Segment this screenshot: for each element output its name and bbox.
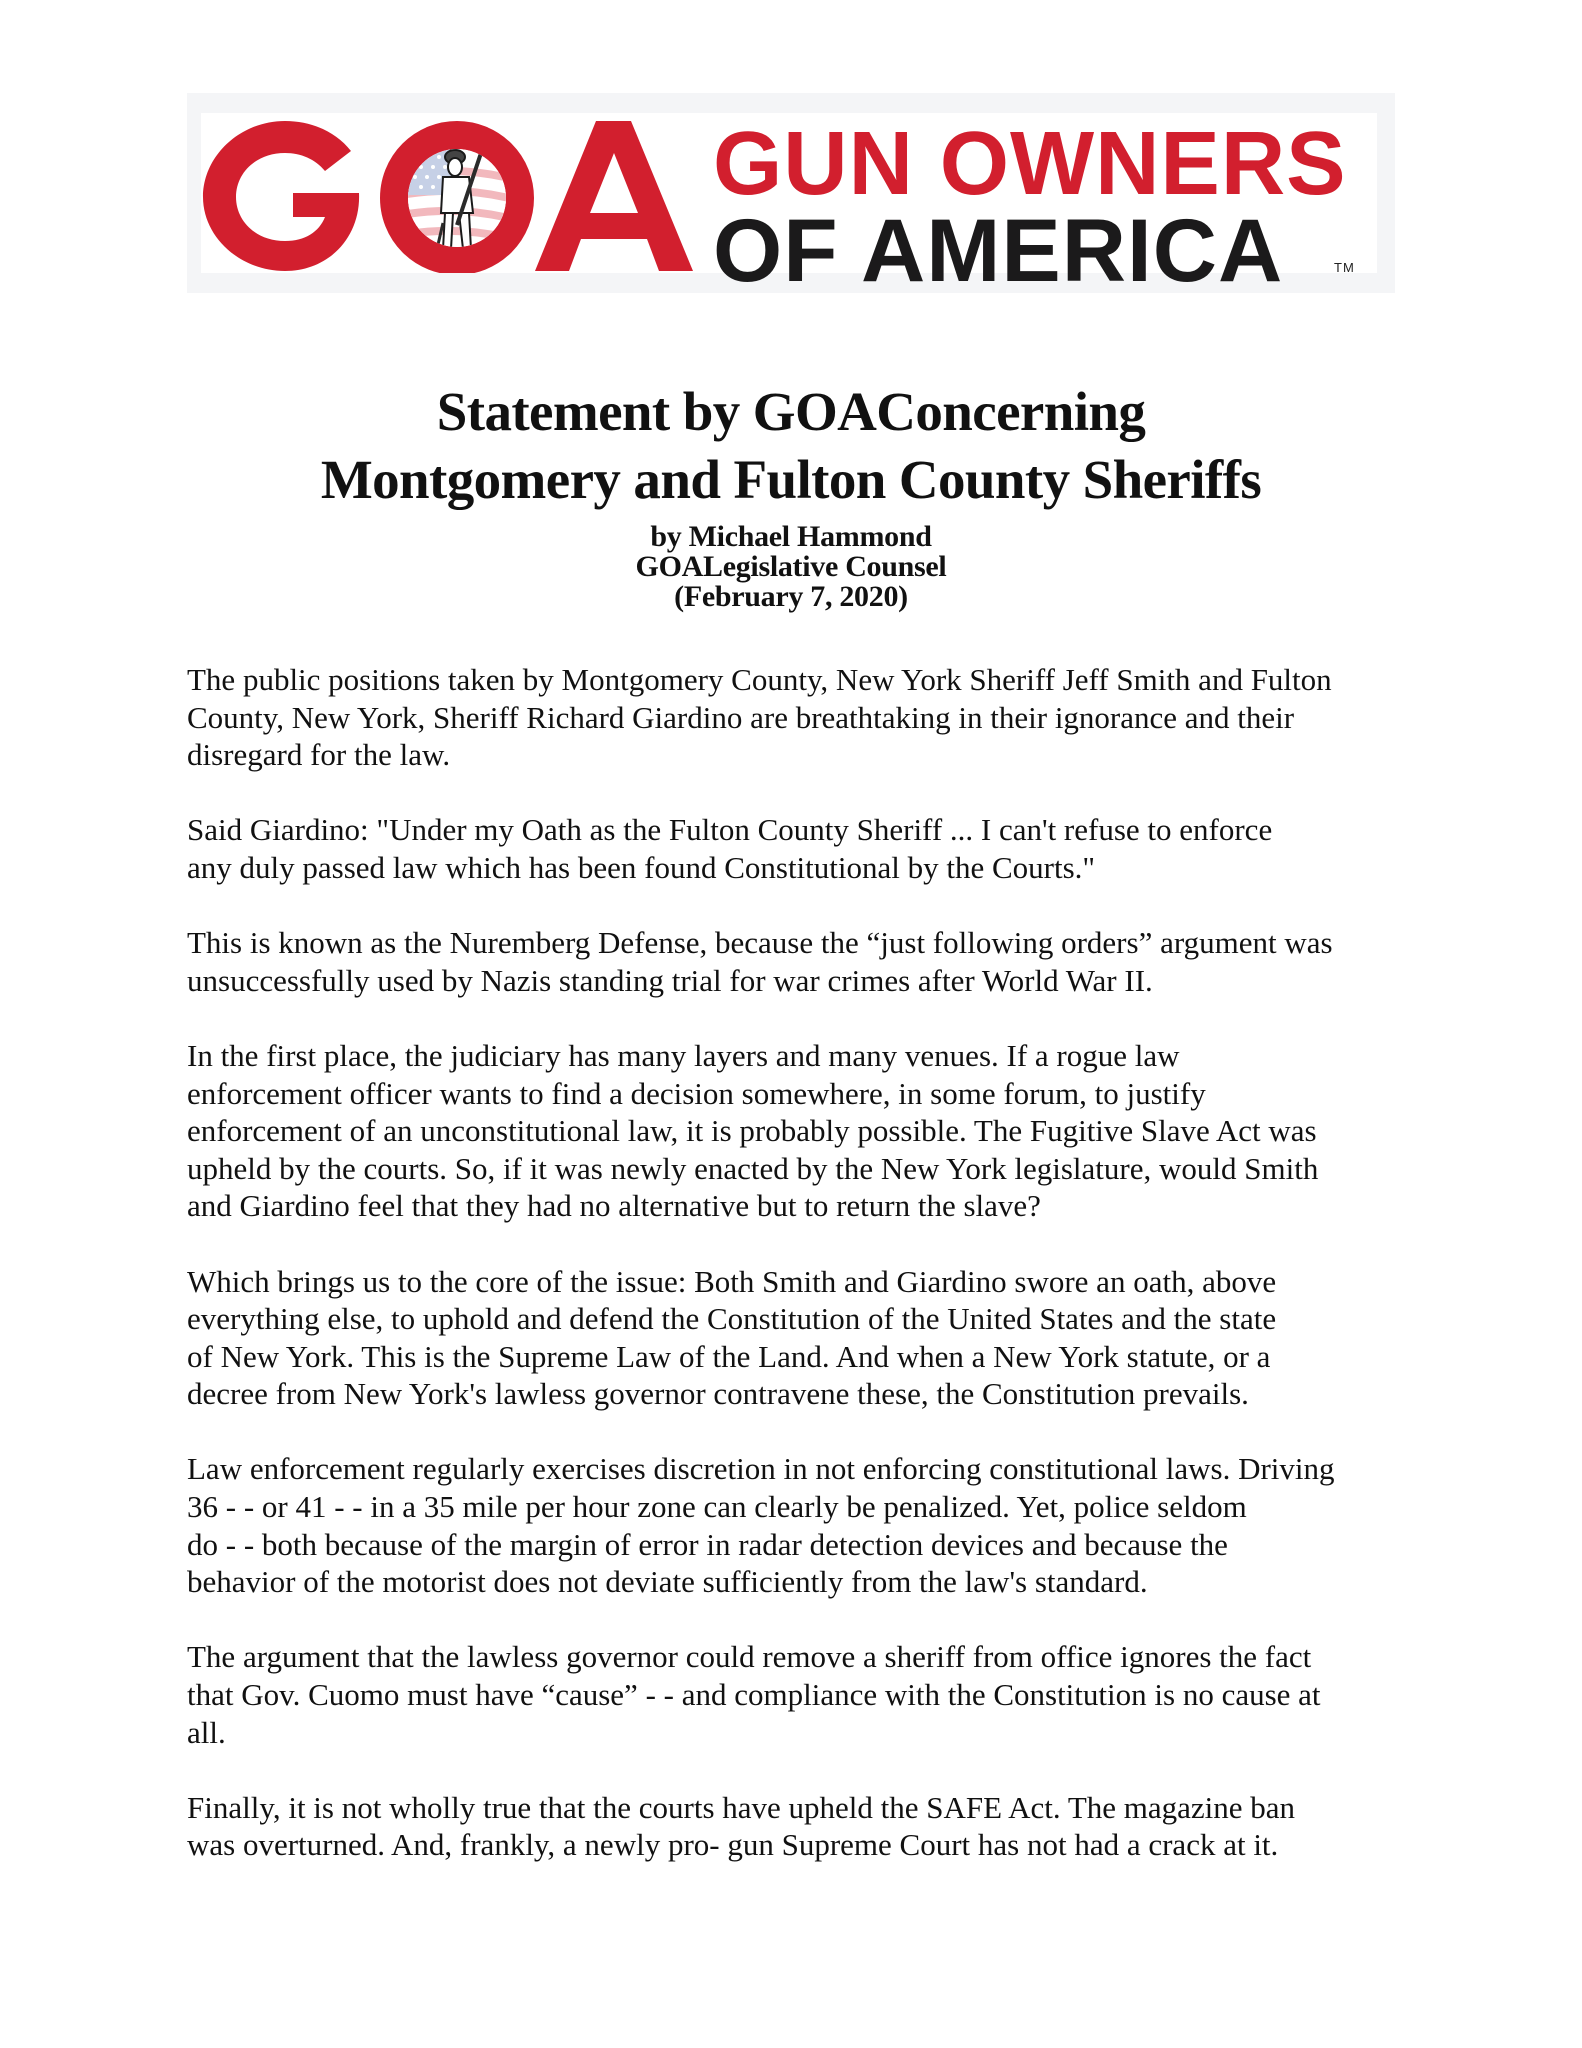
paragraph-line: 36 - - or 41 - - in a 35 mile per hour zone can clearly be penalized. Yet, police seldom (187, 1489, 1247, 1525)
paragraph-line: Said Giardino: "Under my Oath as the Fulton County Sheriff ... I can't refuse to enforce (187, 812, 1273, 848)
paragraph-line: Law enforcement regularly exercises discretion in not enforcing constitutional laws. Driving (187, 1451, 1335, 1487)
paragraph (187, 1638, 1417, 1751)
goa-monogram-icon (201, 113, 701, 273)
paragraph (187, 1450, 1417, 1600)
paragraph (187, 1263, 1417, 1413)
paragraph-line: Which brings us to the core of the issue: Both Smith and Giardino swore an oath, above (187, 1263, 1277, 1299)
paragraph-line: that Gov. Cuomo must have “cause” - - and compliance with the Constitution is no cause at (187, 1677, 1321, 1713)
goa-letter-a (535, 121, 693, 271)
page-title-line-2: Montgomery and Fulton County Sheriffs (320, 449, 1262, 510)
paragraph-line: In the first place, the judiciary has many layers and many venues. If a rogue law (187, 1037, 1180, 1073)
goa-logo (201, 113, 1377, 300)
paragraph-line: unsuccessfully used by Nazis standing trial for war crimes after World War II. (187, 962, 1153, 998)
logo-text-gun-owners: GUN OWNERS (713, 114, 1347, 214)
byline-date: (February 7, 2020) (674, 580, 908, 613)
paragraph-line: County, New York, Sheriff Richard Giardino are breathtaking in their ignorance and their (187, 699, 1295, 735)
trademark-symbol: TM (1334, 260, 1355, 275)
paragraph (187, 1037, 1417, 1225)
paragraph-line: enforcement officer wants to find a decision somewhere, in some forum, to justify (187, 1075, 1206, 1111)
byline-role: GOALegislative Counsel (635, 550, 947, 583)
paragraph-line: do - - both because of the margin of error in radar detection devices and because the (187, 1526, 1228, 1562)
paragraph-line: of New York. This is the Supreme Law of the Land. And when a New York statute, or a (187, 1338, 1271, 1374)
article-body (187, 661, 1417, 1902)
paragraph (187, 811, 1417, 886)
paragraph-line: The public positions taken by Montgomery County, New York Sheriff Jeff Smith and Fulton (187, 662, 1332, 697)
paragraph-line: upheld by the courts. So, if it was newly enacted by the New York legislature, would Smith (187, 1150, 1319, 1186)
paragraph-line: everything else, to uphold and defend the Constitution of the United States and the state (187, 1301, 1277, 1337)
paragraph-line: Finally, it is not wholly true that the courts have upheld the SAFE Act. The magazine ban (187, 1789, 1296, 1825)
paragraph-line: The argument that the lawless governor could remove a sheriff from office ignores the fact (187, 1639, 1312, 1675)
goa-logo-banner (187, 93, 1395, 300)
paragraph-line: disregard for the law. (187, 737, 451, 773)
paragraph-line: enforcement of an unconstitutional law, it is probably possible. The Fugitive Slave Act was (187, 1113, 1317, 1149)
paragraph (187, 924, 1417, 999)
paragraph (187, 661, 1417, 774)
paragraph-line: and Giardino feel that they had no alternative but to return the slave? (187, 1188, 1041, 1224)
paragraph-line: This is known as the Nuremberg Defense, because the “just following orders” argument was (187, 925, 1333, 961)
page-title-line-1: Statement by GOAConcerning (436, 381, 1146, 442)
paragraph-line: behavior of the motorist does not deviate sufficiently from the law's standard. (187, 1564, 1148, 1600)
logo-text-of-america: OF AMERICA (713, 200, 1284, 300)
paragraph-line: was overturned. And, frankly, a newly pro- gun Supreme Court has not had a crack at it. (187, 1827, 1279, 1863)
paragraph (187, 1789, 1417, 1864)
byline-author: by Michael Hammond (650, 520, 932, 553)
goa-letter-g (203, 121, 359, 271)
paragraph-line: decree from New York's lawless governor contravene these, the Constitution prevails. (187, 1376, 1249, 1412)
paragraph-line: any duly passed law which has been found Constitutional by the Courts." (187, 849, 1096, 885)
paragraph-line: all. (187, 1714, 226, 1750)
